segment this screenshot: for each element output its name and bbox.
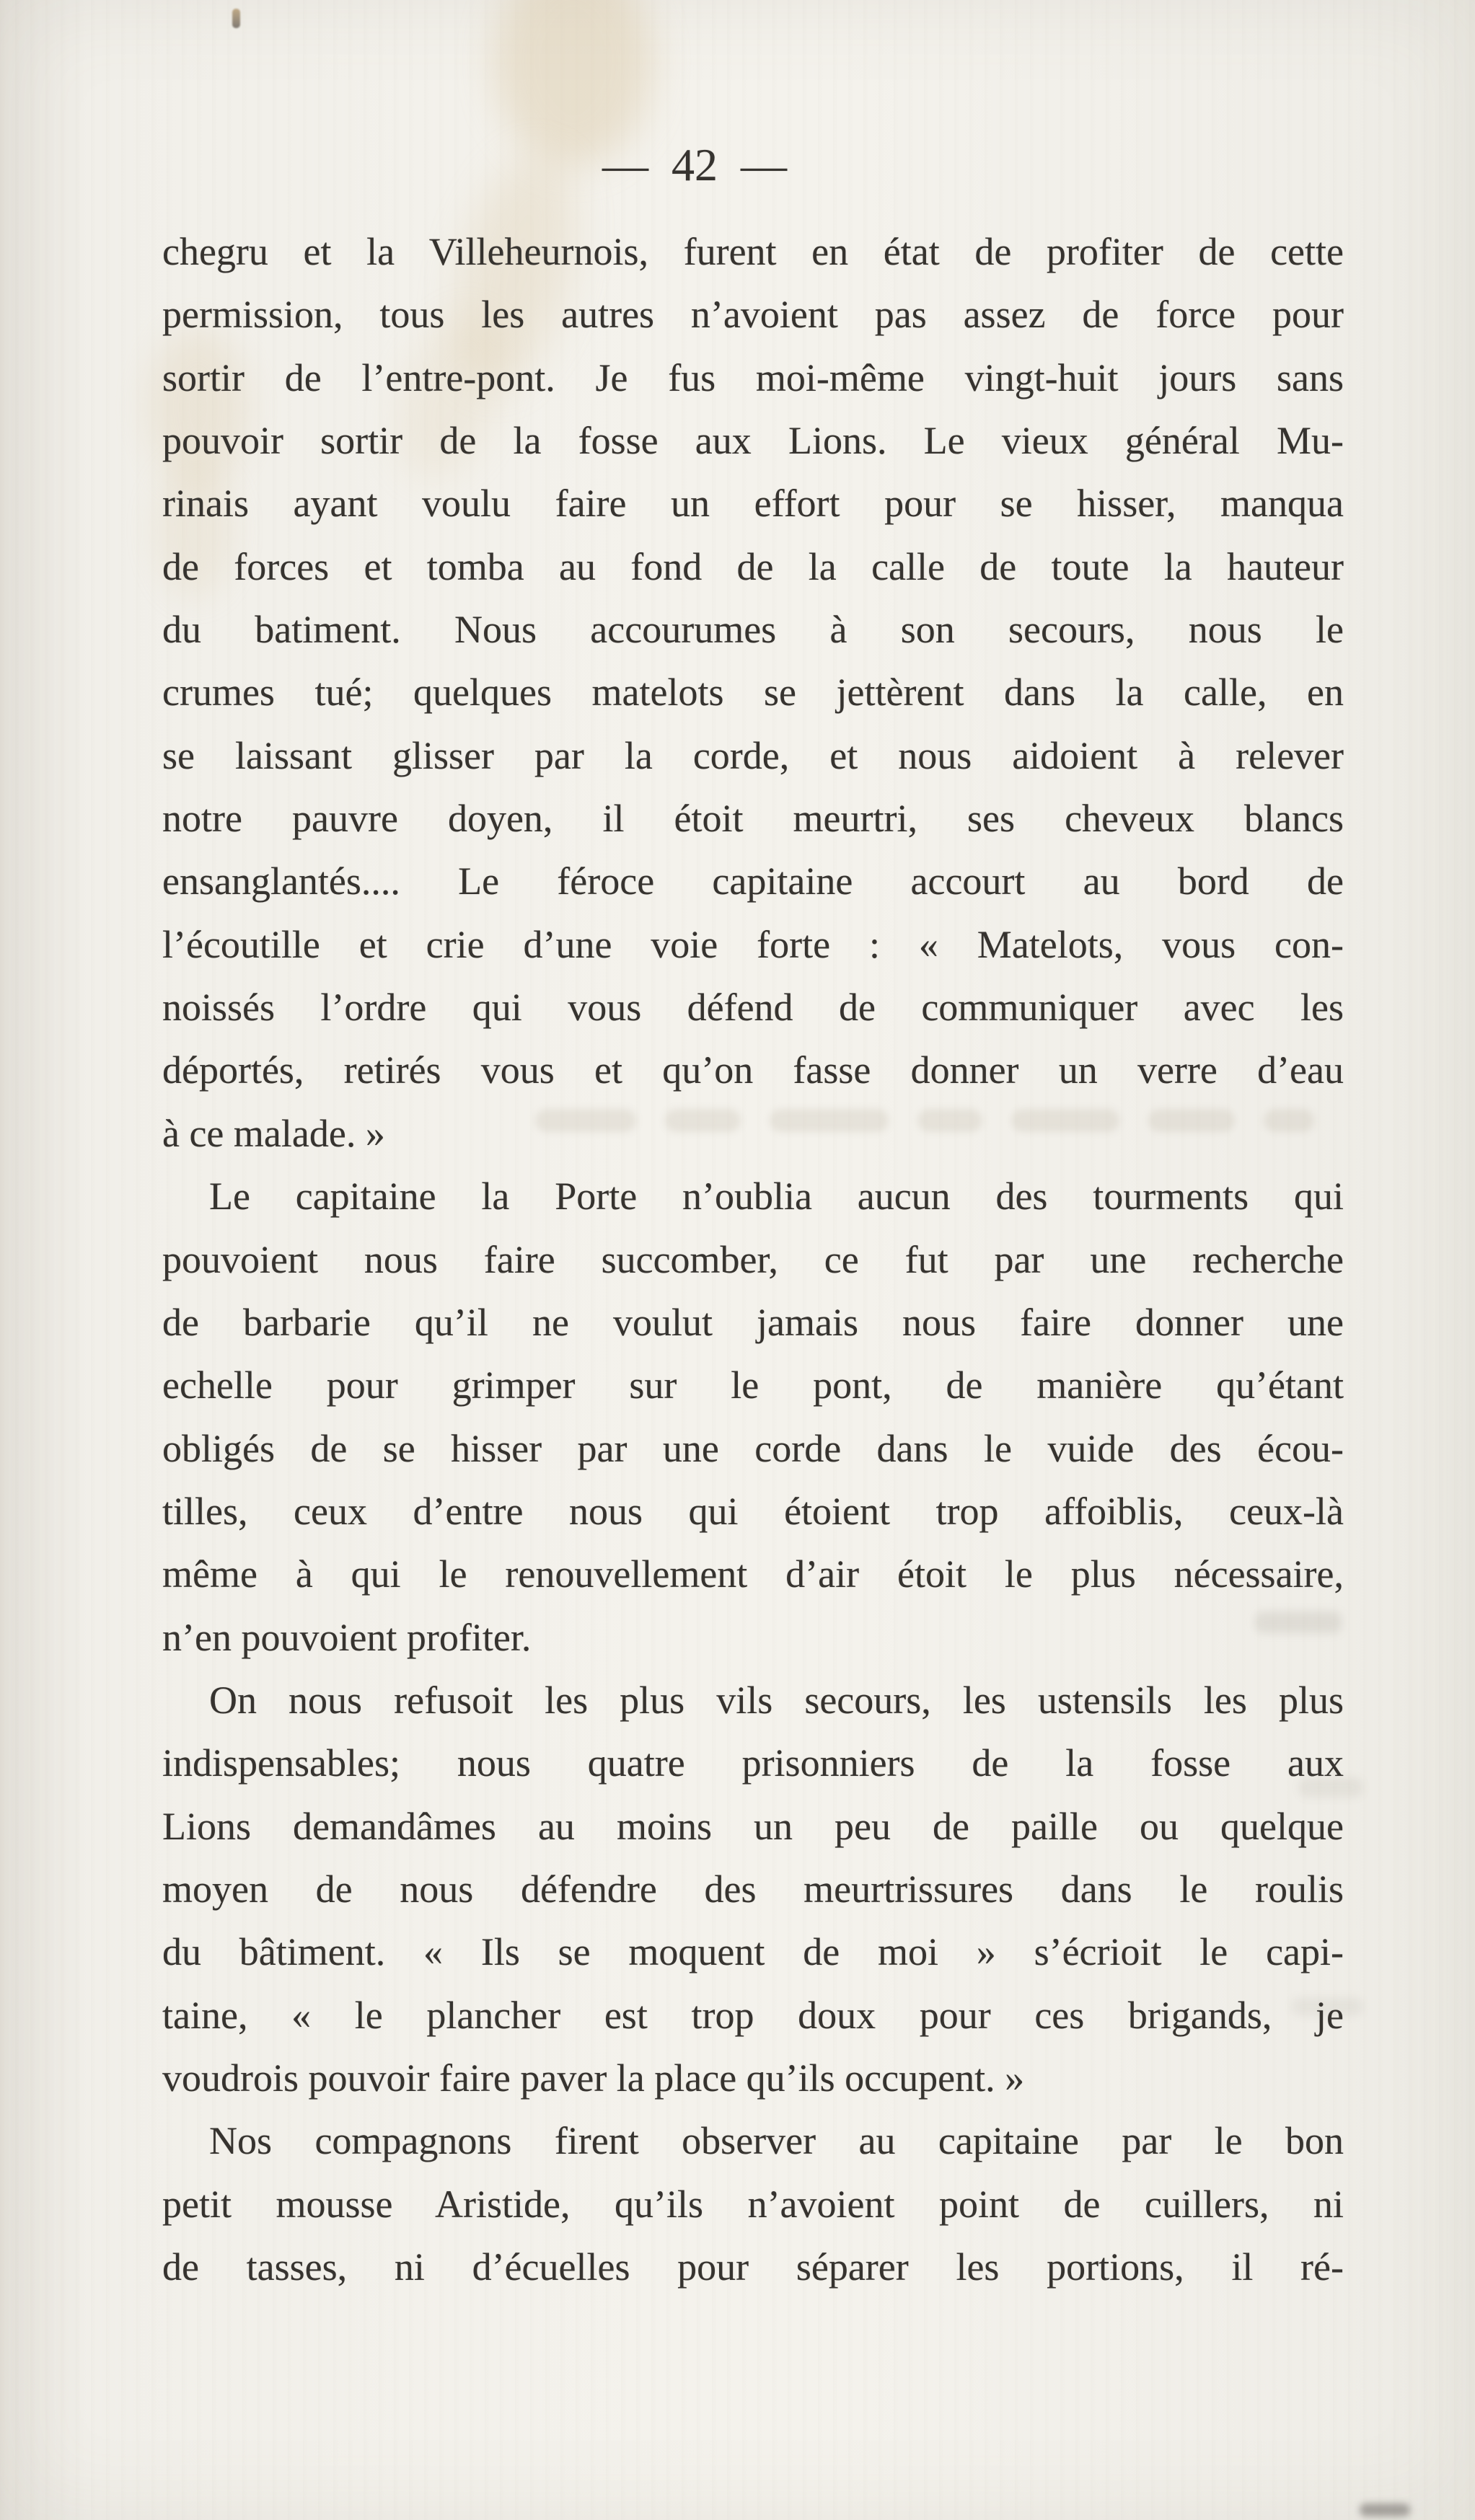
text-line: de barbarie qu’il ne voulut jamais nous faire donner une xyxy=(162,1300,1344,1344)
text-line: obligés de se hisser par une corde dans le vuide des écou- xyxy=(162,1426,1344,1470)
text-line: pouvoient nous faire succomber, ce fut par une recherche xyxy=(162,1237,1344,1281)
text-line: Lions demandâmes au moins un peu de paille ou quelque xyxy=(162,1804,1344,1848)
text-line: se laissant glisser par la corde, et nous aidoient à relever xyxy=(162,733,1344,777)
text-line: de tasses, ni d’écuelles pour séparer les portions, il ré- xyxy=(162,2245,1344,2289)
text-line: voudrois pouvoir faire paver la place qu’ils occupent. » xyxy=(162,2056,1025,2100)
text-line: même à qui le renouvellement d’air étoit le plus nécessaire, xyxy=(162,1552,1344,1596)
text-line: l’écoutille et crie d’une voie forte : « Matelots, vous con- xyxy=(162,922,1344,966)
text-line: du batiment. Nous accourumes à son secours, nous le xyxy=(162,608,1344,652)
text-line: pouvoir sortir de la fosse aux Lions. Le vieux général Mu- xyxy=(162,419,1344,463)
text-line: n’en pouvoient profiter. xyxy=(162,1615,532,1659)
text-line: chegru et la Villeheurnois, furent en état de profiter de cette xyxy=(162,230,1344,273)
text-line: rinais ayant voulu faire un effort pour se hisser, manqua xyxy=(162,482,1344,526)
text-line: taine, « le plancher est trop doux pour ces brigands, je xyxy=(162,1993,1344,2037)
text-line: permission, tous les autres n’avoient pas assez de force pour xyxy=(162,293,1344,337)
text-line: Le capitaine la Porte n’oublia aucun des tourments qui xyxy=(209,1175,1344,1219)
page-number: — 42 — xyxy=(602,139,787,190)
text-line: sortir de l’entre-pont. Je fus moi-même vingt-huit jours sans xyxy=(162,355,1344,399)
text-line: indispensables; nous quatre prisonniers de la fosse aux xyxy=(162,1741,1344,1785)
text-line: tilles, ceux d’entre nous qui étoient trop affoiblis, ceux-là xyxy=(162,1489,1344,1533)
text-line: petit mousse Aristide, qu’ils n’avoient point de cuillers, ni xyxy=(162,2182,1344,2226)
page-text xyxy=(162,221,1344,2299)
text-line: noissés l’ordre qui vous défend de communiquer avec les xyxy=(162,986,1344,1030)
text-line: crumes tué; quelques matelots se jettèrent dans la calle, en xyxy=(162,671,1344,715)
text-line: On nous refusoit les plus vils secours, les ustensils les plus xyxy=(209,1678,1344,1722)
text-line: moyen de nous défendre des meurtrissures dans le roulis xyxy=(162,1867,1344,1911)
text-line: de forces et tomba au fond de la calle de toute la hauteur xyxy=(162,544,1344,588)
text-line: du bâtiment. « Ils se moquent de moi » s’écrioit le capi- xyxy=(162,1930,1344,1974)
scan-smudge xyxy=(1360,2503,1410,2516)
text-line: notre pauvre doyen, il étoit meurtri, ses cheveux blancs xyxy=(162,797,1344,841)
text-line: à ce malade. » xyxy=(162,1111,385,1155)
text-line: Nos compagnons firent observer au capitaine par le bon xyxy=(209,2119,1344,2163)
text-line: echelle pour grimper sur le pont, de manière qu’étant xyxy=(162,1363,1344,1407)
text-line: déportés, retirés vous et qu’on fasse donner un verre d’eau xyxy=(162,1048,1344,1092)
paper-speck xyxy=(232,9,240,28)
text-line: ensanglantés.... Le féroce capitaine accourt au bord de xyxy=(162,859,1344,903)
